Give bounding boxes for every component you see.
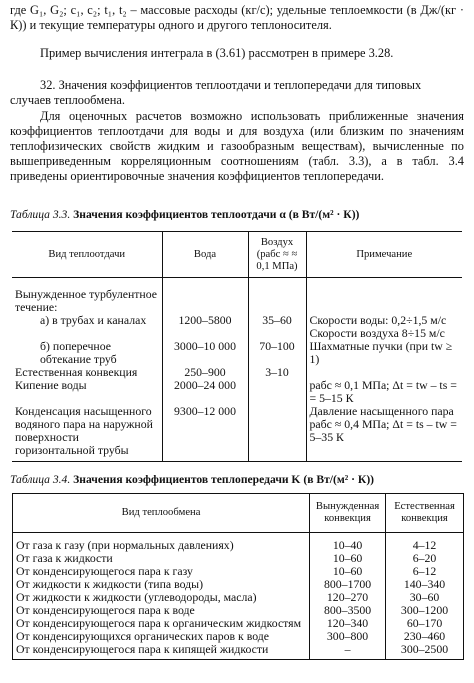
- table1-cell-air: [248, 405, 306, 462]
- table2-cell-natural: 60–170: [386, 617, 464, 630]
- table1-cell-air: [248, 379, 306, 405]
- table-row: [12, 340, 462, 366]
- table1-cell-note: [306, 278, 462, 315]
- table2-cell-natural: 300–1200: [386, 604, 464, 617]
- table1-cell-kind: Вынужденное турбулентное течение:: [15, 287, 158, 314]
- table1-cell-note: Шахматные пучки (при tw ≥ 1): [306, 340, 462, 366]
- table2-cell-forced: 800–3500: [310, 604, 386, 617]
- table2-header-row: [13, 494, 464, 533]
- table2-cell-kind: От конденсирующегося пара к воде: [13, 604, 310, 617]
- table2-header-kind: Вид теплообмена: [13, 494, 310, 533]
- heat-transmission-coefficient-table: [12, 493, 464, 660]
- table2-cell-kind: От конденсирующегося пара к кипящей жидкости: [13, 643, 310, 660]
- table1-cell-kind: Кипение воды: [15, 378, 87, 392]
- table2-caption-label: Таблица 3.4.: [10, 473, 71, 486]
- table-row: [12, 405, 462, 462]
- table1-cell-water: 9300–12 000: [162, 405, 248, 462]
- table2-caption-title: Значения коэффициентов теплопередачи K (в Вт/(м² · К)): [73, 473, 375, 486]
- table2-cell-kind: От газа к газу (при нормальных давлениях): [13, 533, 310, 553]
- table-row: [13, 643, 464, 660]
- table2-cell-natural: 140–340: [386, 578, 464, 591]
- table2-cell-kind: От газа к жидкости: [13, 552, 310, 565]
- example-reference: Пример вычисления интеграла в (3.61) рассмотрен в примере 3.28.: [40, 46, 394, 60]
- table2-cell-kind: От конденсирующегося пара к органическим жидкостям: [13, 617, 310, 630]
- table2-caption: [10, 472, 374, 487]
- table2-cell-kind: От конденсирующегося пара к газу: [13, 565, 310, 578]
- table1-cell-kind: Естественная конвекция: [15, 365, 138, 379]
- table1-caption-title: Значения коэффициентов теплоотдачи α (в Вт/(м² · К)): [73, 208, 360, 221]
- table1-cell-water: 250–900: [162, 366, 248, 379]
- table2-header-forced: Вынужденная конвекция: [310, 494, 386, 533]
- table2-cell-forced: 120–340: [310, 617, 386, 630]
- table2-cell-forced: 800–1700: [310, 578, 386, 591]
- table1-cell-note: Скорости воды: 0,2÷1,5 м/с Скорости воздуха 8÷15 м/с: [306, 314, 462, 340]
- table2-cell-kind: От жидкости к жидкости (типа воды): [13, 578, 310, 591]
- table2-cell-natural: 30–60: [386, 591, 464, 604]
- table2-cell-forced: 10–60: [310, 565, 386, 578]
- table1-cell-air: 3–10: [248, 366, 306, 379]
- table-row: [12, 314, 462, 340]
- table2-cell-kind: От конденсирующихся органических паров к воде: [13, 630, 310, 643]
- table2-cell-natural: 4–12: [386, 533, 464, 553]
- table1-cell-kind: Конденсация насыщенного водяного пара на наружной поверхности горизонтальной трубы: [15, 404, 153, 457]
- table1-cell-air: 35–60: [248, 314, 306, 340]
- table2-cell-forced: –: [310, 643, 386, 660]
- table1-cell-note: pабс ≈ 0,1 МПа; Δt = tw – ts = = 5–15 К: [306, 379, 462, 405]
- table1-cell-kind: а) в трубах и каналах: [40, 313, 147, 327]
- intro-text-a: где G: [10, 3, 39, 17]
- table1-cell-water: [162, 278, 248, 315]
- table-row: [13, 533, 464, 553]
- table1-cell-water: 1200–5800: [162, 314, 248, 340]
- table2-cell-natural: 230–460: [386, 630, 464, 643]
- table1-header-water: Вода: [162, 232, 248, 278]
- table1-cell-kind: б) поперечное обтекание труб: [40, 339, 117, 366]
- table2-cell-natural: 300–2500: [386, 643, 464, 660]
- table1-caption: [10, 207, 359, 222]
- table2-cell-natural: 6–20: [386, 552, 464, 565]
- table1-cell-water: 3000–10 000: [162, 340, 248, 366]
- table1-header-air: Воздух (pабс ≈ ≈ 0,1 МПа): [248, 232, 306, 278]
- table1-header-kind: Вид теплоотдачи: [12, 232, 162, 278]
- table2-cell-kind: От жидкости к жидкости (углеводороды, масла): [13, 591, 310, 604]
- table1-header-note: Примечание: [306, 232, 462, 278]
- heat-transfer-coefficient-table: [12, 231, 462, 462]
- section-title: 32. Значения коэффициентов теплоотдачи и теплопередачи для типовых случаев теплообмена.: [10, 78, 422, 107]
- table-row: [12, 278, 462, 315]
- table2-cell-forced: 10–60: [310, 552, 386, 565]
- table1-caption-label: Таблица 3.3.: [10, 208, 71, 221]
- intro-paragraph: [10, 3, 464, 33]
- table2-header-natural: Естественная конвекция: [386, 494, 464, 533]
- table-row: [12, 379, 462, 405]
- table1-cell-water: 2000–24 000: [162, 379, 248, 405]
- table2-cell-forced: 10–40: [310, 533, 386, 553]
- table2-cell-forced: 120–270: [310, 591, 386, 604]
- table1-cell-air: [248, 278, 306, 315]
- section-body: Для оценочных расчетов возможно использовать приближенные значения коэффициентов теплоотдачи для воды и для воздуха (или близким по значениям теплофизических свойств жидким и газообразным веществам), вычисленные по вышеприведенным корреляционным соотношениям (табл. 3.3), а в табл. 3.4 приведены ориентировочные значения коэффициентов теплопередачи.: [10, 109, 464, 183]
- table1-cell-note: Давление насыщенного пара pабс ≈ 0,4 МПа; Δt = ts – tw = 5–35 К: [306, 405, 462, 462]
- table1-header-row: [12, 232, 462, 278]
- table1-cell-air: 70–100: [248, 340, 306, 366]
- table2-cell-natural: 6–12: [386, 565, 464, 578]
- table2-cell-forced: 300–800: [310, 630, 386, 643]
- intro-text-b: ₁, G₂; c₁, c₂; t₁, t₂ – массовые расходы (кг/с); удельные теплоемкости (в Дж/(кг · К)) и текущие температуры одного и другого теплоносителя.: [10, 3, 464, 32]
